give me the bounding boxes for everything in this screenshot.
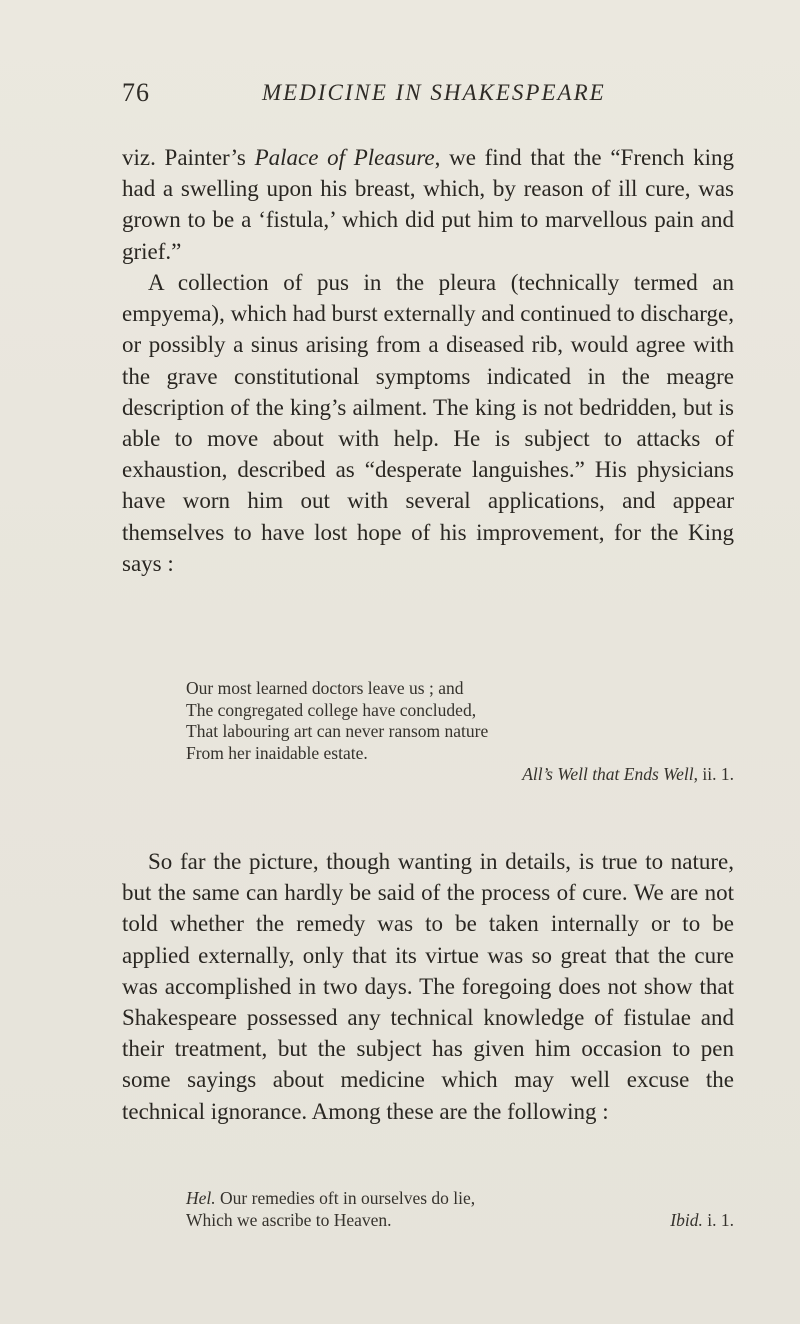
quotation-1-line: That labouring art can never ransom nature (186, 721, 489, 741)
citation-ref: i. 1. (702, 1209, 734, 1230)
speaker-name: Hel. (186, 1188, 216, 1208)
quotation-1-citation (186, 764, 734, 786)
paragraph-1-title: Palace of Pleasure (254, 145, 435, 170)
page-number: 76 (122, 78, 150, 107)
quotation-2-citation (670, 1210, 734, 1232)
paragraph-3-text: So far the picture, though wanting in details, is true to nature, but the same can hardly be said of the process of cure. We are not told whether the remedy was to be taken internally or to be applied externally, only that its virtue was so great that the cure was accomplished in two days. The foregoing does not show that Shakespeare possessed any technical knowledge of fistulae and their treatment, but the subject has given him occasion to pen some sayings about medicine which may well excuse the technical ignorance. Among these are the following : (122, 849, 734, 1124)
quotation-2 (186, 1188, 734, 1231)
citation-title: All’s Well that Ends Well (522, 764, 694, 784)
paragraph-2 (122, 267, 734, 579)
paragraph-3 (122, 846, 734, 1127)
page-header (122, 78, 760, 112)
paragraph-1-pre: viz. Painter’s (122, 145, 255, 170)
paragraph-1-post: , we find that the “French king had a swelling upon his breast, which, by reason of ill cure, was grown to be a ‘fistula,’ which did put him to marvellous pain and grief.” (122, 145, 734, 264)
quotation-2-line-1: Our remedies oft in ourselves do lie, (215, 1188, 476, 1208)
paragraph-2-text: A collection of pus in the pleura (technically termed an empyema), which had burst externally and continued to discharge, or possibly a sinus arising from a diseased rib, would agree with the grave constitutional symptoms indicated in the meagre description of the king’s ailment. The king is not bedridden, but is able to move about with help. He is subject to attacks of exhaustion, described as “desperate languishes.” His physicians have worn him out with several applications, and appear themselves to have lost hope of his improvement, for the King says : (122, 270, 734, 576)
quotation-1-line: The congregated college have concluded, (186, 699, 477, 720)
quotation-2-line-2: Which we ascribe to Heaven. (186, 1209, 392, 1230)
quotation-2-line (186, 1188, 734, 1210)
quotation-1-line: Our most learned doctors leave us ; and (186, 678, 464, 698)
quotation-1-line: From her inaidable estate. (186, 742, 368, 763)
citation-ref: , ii. 1. (693, 764, 734, 784)
citation-title: Ibid. (670, 1209, 703, 1230)
quotation-2-line (186, 1210, 734, 1232)
paragraph-1 (122, 142, 734, 267)
running-head: MEDICINE IN SHAKESPEARE (262, 80, 606, 105)
quotation-1 (186, 678, 734, 786)
